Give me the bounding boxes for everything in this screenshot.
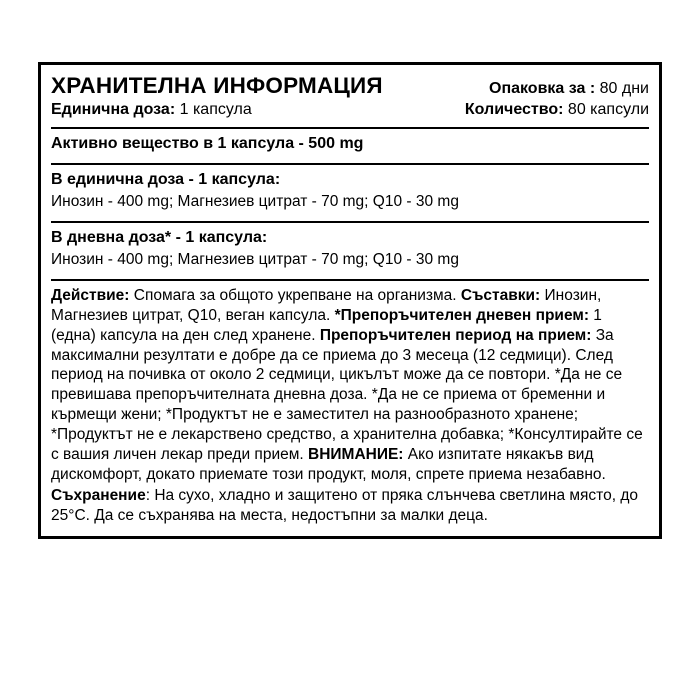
per-unit-dose-heading: В единична доза - 1 капсула: (51, 170, 281, 188)
storage-paragraph (51, 484, 649, 526)
paragraph-segment-2-bold: *Препоръчителен дневен прием: (334, 306, 589, 324)
per-unit-dose-block (51, 165, 649, 217)
per-unit-dose-ingredients: Инозин - 400 mg; Магнезиев цитрат - 70 mg; Q10 - 30 mg (51, 192, 459, 210)
paragraph-segment-1-text: Инозин, Магнезиев цитрат, Q10, веган капсула. (51, 287, 602, 324)
quantity (465, 101, 649, 119)
per-daily-dose-heading: В дневна доза* - 1 капсула: (51, 229, 268, 247)
paragraph-segment-3-bold: Препоръчителен период на прием: (319, 326, 592, 344)
quantity-label: Количество: (464, 100, 564, 118)
title-row (51, 73, 649, 99)
per-daily-dose-ingredients: Инозин - 400 mg; Магнезиев цитрат - 70 mg; Q10 - 30 mg (51, 251, 459, 269)
paragraph-segment-4-text: Ако изпитате някакъв вид дискомфорт, докато приемате този продукт, моля, спрете приема незабавно. (51, 445, 606, 483)
unit-dose-label: Единична доза: (51, 100, 176, 118)
paragraph-segment-2-text: 1 (една) капсула на ден след хранене. (51, 306, 602, 344)
paragraph-segment-0-bold: Действие: (51, 287, 130, 305)
unit-dose-value: 1 капсула (179, 100, 252, 118)
paragraph-segment-4-bold: ВНИМАНИЕ: (308, 445, 404, 463)
per-daily-dose-block (51, 223, 649, 275)
package-duration (489, 80, 649, 98)
paragraph-segment-3-text: За максимални резултати е добре да се приема до 3 месеца (12 седмици). След период на почивка от около 2 седмици, цикълът може да се повтори. *Да не се превишава препоръчителната дневна доза. *Да не се приема от бременни и кърмещи жени; *Продуктът не е заместител на разнообразното хранене; *Продуктът не е лекарствено средство, а хранителна добавка; *Консултирайте се с вашия личен лекар преди прием. (51, 326, 643, 463)
directions-paragraph (51, 281, 649, 484)
nutrition-information-panel (38, 62, 662, 539)
active-substance-block (51, 129, 649, 159)
paragraph-segment-1-bold: Съставки: (460, 287, 541, 305)
quantity-value: 80 капсули (567, 100, 649, 118)
unit-dose-row (51, 101, 649, 123)
storage-text: : На сухо, хладно и защитено от пряка слънчева светлина място, до 25°C. Да се съхранява на места, недостъпни за малки деца. (51, 487, 639, 525)
unit-dose (51, 101, 252, 119)
page-title: ХРАНИТЕЛНА ИНФОРМАЦИЯ (51, 73, 383, 98)
package-duration-value: 80 дни (599, 80, 649, 97)
paragraph-segment-0-text: Спомага за общото укрепване на организма. (129, 287, 461, 305)
active-substance-text: Активно вещество в 1 капсула - 500 mg (51, 134, 364, 152)
storage-heading: Съхранение (51, 487, 146, 505)
package-duration-label: Опаковка за : (489, 80, 596, 97)
